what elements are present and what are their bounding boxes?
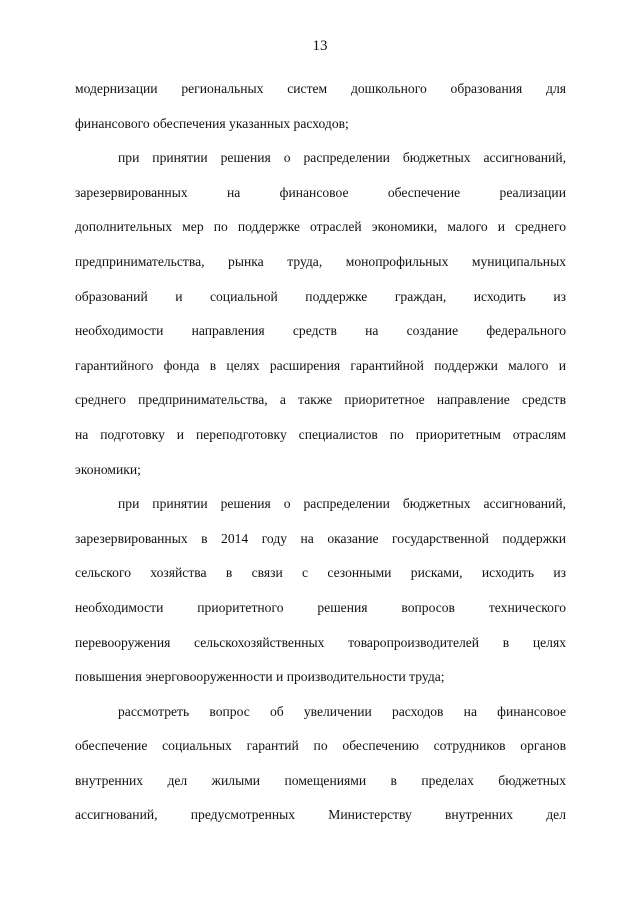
text-line: при принятии решения о распределении бюджетных ассигнований, (118, 150, 566, 166)
text-line: предпринимательства, рынка труда, монопрофильных муниципальных (75, 253, 566, 269)
text-line: финансового обеспечения указанных расходов; (75, 115, 349, 131)
text-line: на подготовку и переподготовку специалистов по приоритетным отраслям (75, 426, 566, 442)
text-line: сельского хозяйства в связи с сезонными рисками, исходить из (75, 565, 566, 581)
text-line: ассигнований, предусмотренных Министерству внутренних дел (75, 807, 566, 823)
text-line: необходимости направления средств на создание федерального (75, 323, 566, 339)
text-line: гарантийного фонда в целях расширения гарантийной поддержки малого и (75, 357, 566, 373)
text-line: образований и социальной поддержке граждан, исходить из (75, 288, 566, 304)
text-line: рассмотреть вопрос об увеличении расходов на финансовое (118, 703, 566, 719)
text-line: дополнительных мер по поддержке отраслей экономики, малого и среднего (75, 219, 566, 235)
text-line: необходимости приоритетного решения вопросов технического (75, 599, 566, 615)
text-line: среднего предпринимательства, а также приоритетное направление средств (75, 392, 566, 408)
text-line: внутренних дел жилыми помещениями в пределах бюджетных (75, 772, 566, 788)
text-line: повышения энерговооруженности и производительности труда; (75, 669, 445, 685)
text-line: обеспечение социальных гарантий по обеспечению сотрудников органов (75, 738, 566, 754)
page-number: 13 (312, 38, 328, 54)
text-line: перевооружения сельскохозяйственных товаропроизводителей в целях (75, 634, 566, 650)
text-line: экономики; (75, 461, 141, 477)
text-line: зарезервированных в 2014 году на оказание государственной поддержки (75, 530, 566, 546)
text-line: зарезервированных на финансовое обеспечение реализации (75, 184, 566, 200)
text-line: при принятии решения о распределении бюджетных ассигнований, (118, 496, 566, 512)
text-line: модернизации региональных систем дошкольного образования для (75, 81, 566, 96)
body-text (75, 76, 566, 837)
